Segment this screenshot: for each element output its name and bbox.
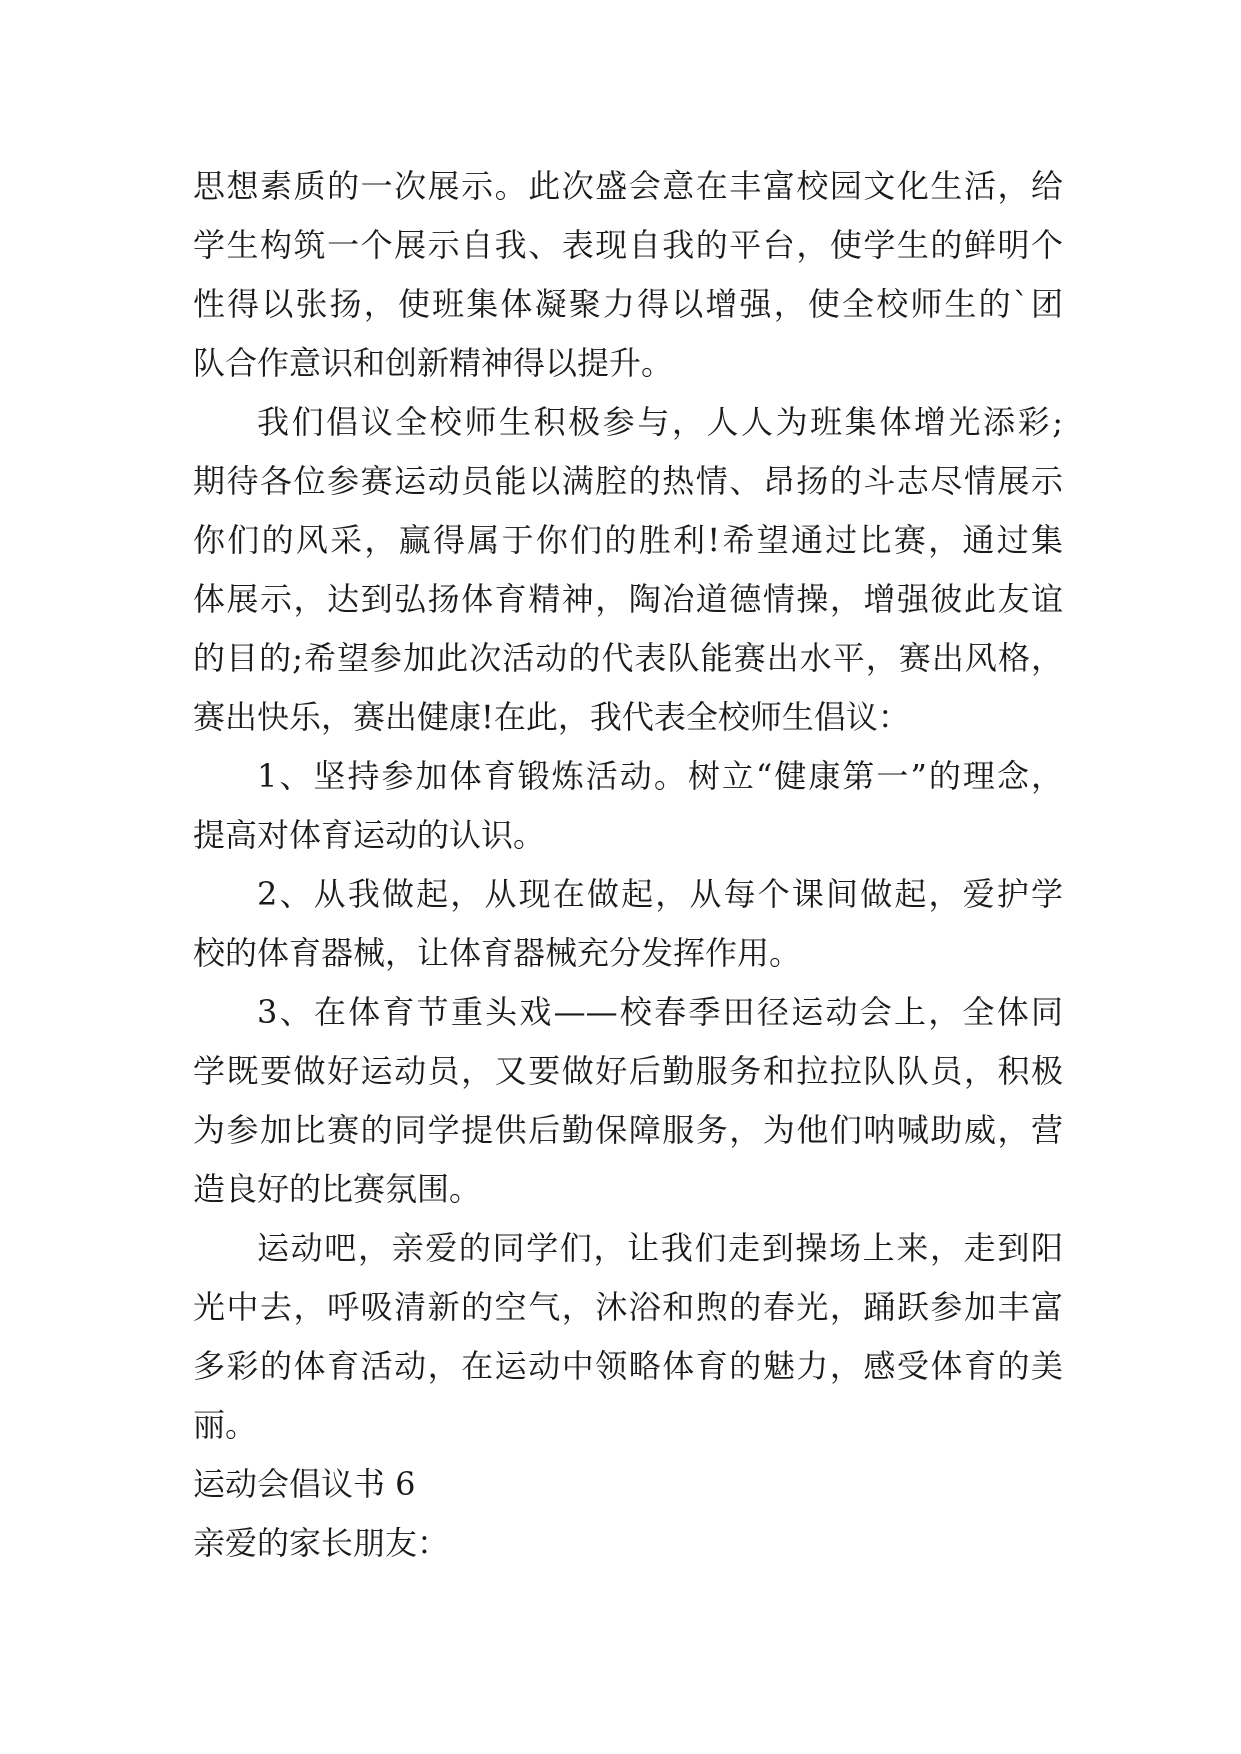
salutation: 亲爱的家长朋友： [193, 1524, 450, 1562]
text-line-2: 学生构筑一个展示自我、表现自我的平台，使学生的鲜明个 [193, 226, 1063, 264]
text-line-11: 1、坚持参加体育锻炼活动。树立“健康第一”的理念， [257, 757, 1063, 795]
text-line-18: 造良好的比赛氛围。 [193, 1170, 482, 1208]
text-line-21: 多彩的体育活动，在运动中领略体育的魅力，感受体育的美 [193, 1347, 1063, 1385]
text-line-1: 思想素质的一次展示。此次盛会意在丰富校园文化生活，给 [193, 167, 1063, 205]
text-line-19: 运动吧，亲爱的同学们，让我们走到操场上来，走到阳 [257, 1229, 1063, 1267]
text-line-17: 为参加比赛的同学提供后勤保障服务，为他们呐喊助威，营 [193, 1111, 1063, 1149]
text-line-9: 的目的;希望参加此次活动的代表队能赛出水平，赛出风格， [193, 639, 1063, 677]
text-line-8: 体展示，达到弘扬体育精神，陶冶道德情操，增强彼此友谊 [193, 580, 1063, 618]
text-line-6: 期待各位参赛运动员能以满腔的热情、昂扬的斗志尽情展示 [193, 462, 1063, 500]
text-line-7: 你们的风采，赢得属于你们的胜利!希望通过比赛，通过集 [193, 521, 1063, 559]
text-line-4: 队合作意识和创新精神得以提升。 [193, 344, 674, 382]
text-line-14: 校的体育器械，让体育器械充分发挥作用。 [193, 934, 802, 972]
text-line-3: 性得以张扬，使班集体凝聚力得以增强，使全校师生的`团 [193, 285, 1063, 323]
section-title: 运动会倡议书 6 [193, 1465, 416, 1503]
text-line-5: 我们倡议全校师生积极参与，人人为班集体增光添彩; [257, 403, 1063, 441]
text-line-12: 提高对体育运动的认识。 [193, 816, 546, 854]
text-line-16: 学既要做好运动员，又要做好后勤服务和拉拉队队员，积极 [193, 1052, 1063, 1090]
text-line-22: 丽。 [193, 1406, 258, 1444]
text-line-15: 3、在体育节重头戏——校春季田径运动会上，全体同 [257, 993, 1063, 1031]
text-line-13: 2、从我做起，从现在做起，从每个课间做起，爱护学 [257, 875, 1063, 913]
text-line-10: 赛出快乐，赛出健康!在此，我代表全校师生倡议： [193, 698, 910, 736]
text-line-20: 光中去，呼吸清新的空气，沐浴和煦的春光，踊跃参加丰富 [193, 1288, 1063, 1326]
